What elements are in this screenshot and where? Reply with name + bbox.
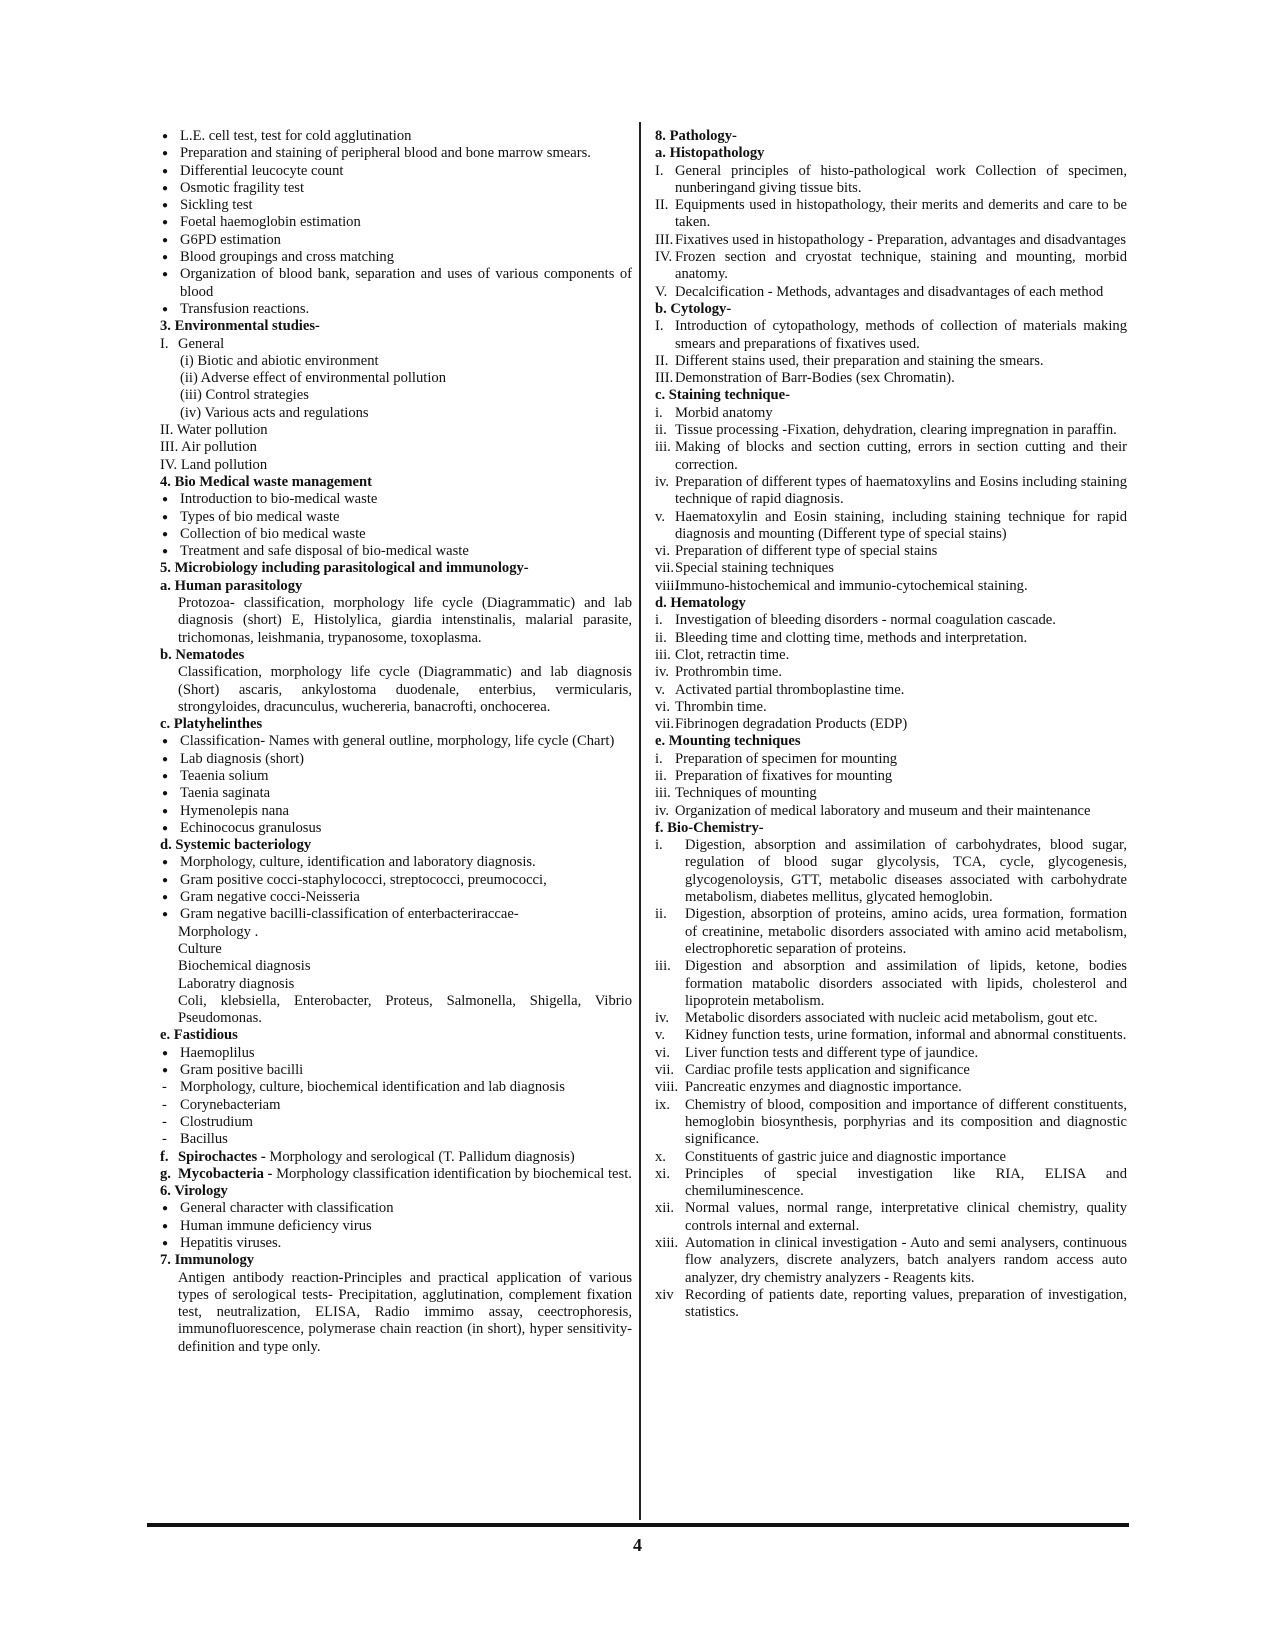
list-item-text: Taenia saginata bbox=[180, 785, 271, 802]
list-item: (iii) Control strategies bbox=[180, 387, 309, 404]
list-marker: ii. bbox=[655, 906, 667, 923]
list-item-text: Thrombin time. bbox=[675, 698, 767, 715]
list-item bbox=[655, 578, 1127, 595]
list-item-text: G6PD estimation bbox=[180, 231, 281, 248]
list-item-text: Introduction to bio-medical waste bbox=[180, 491, 378, 508]
list-item-text: Making of blocks and section cutting, errors in section cutting and their correction. bbox=[675, 439, 1127, 473]
bullet-icon: ● bbox=[162, 546, 169, 558]
immunology-text: Antigen antibody reaction-Principles and practical application of various types of serological tests- Precipitation, agglutination, complement fixation test, neutralization, ELISA, Radio immimo assay, ceectrophoresis, immunofluorescence, polymerase chain reaction (in short), hyper sensitivity- definition and type only. bbox=[178, 1269, 632, 1355]
subsection-heading-staining: c. Staining technique- bbox=[655, 387, 791, 404]
list-item-text: Fixatives used in histopathology - Preparation, advantages and disadvantages bbox=[675, 231, 1127, 248]
list-item-text: Equipments used in histopathology, their merits and demerits and care to be taken. bbox=[675, 197, 1127, 231]
subsection-heading-histopathology: a. Histopathology bbox=[655, 145, 765, 162]
mycobacteria-text: Morphology classification identification by biochemical test. bbox=[276, 1165, 632, 1182]
list-item-text: Osmotic fragility test bbox=[180, 179, 305, 196]
list-item-text: Prothrombin time. bbox=[675, 664, 783, 681]
list-item bbox=[655, 1062, 1127, 1079]
list-item bbox=[655, 1010, 1127, 1027]
mounting-list bbox=[655, 751, 1127, 820]
list-item bbox=[160, 266, 632, 301]
dash-marker: - bbox=[162, 1131, 167, 1148]
list-item-text: Activated partial thromboplastine time. bbox=[675, 681, 905, 698]
list-marker: ii. bbox=[655, 767, 667, 784]
list-item-text: Haematoxylin and Eosin staining, including staining technique for rapid diagnosis and mounting (Different type of special stains) bbox=[675, 508, 1127, 542]
list-marker: iii. bbox=[655, 958, 671, 975]
list-item bbox=[655, 751, 1127, 768]
list-item bbox=[655, 1027, 1127, 1044]
list-item-text: Morphology, culture, biochemical identification and lab diagnosis bbox=[180, 1079, 565, 1096]
list-item bbox=[160, 1200, 632, 1217]
bullet-icon: ● bbox=[162, 148, 169, 160]
list-item-text: Demonstration of Barr-Bodies (sex Chromatin). bbox=[675, 370, 955, 387]
bullet-icon: ● bbox=[162, 1047, 169, 1059]
list-item: III. Air pollution bbox=[160, 439, 257, 456]
parasitology-text: Protozoa- classification, morphology life cycle (Diagrammatic) and lab diagnosis (short) E, Histolylica, giardia intenstinalis, malarial parasite, trichomonas, leishmania, trypanosome, toxoplasma. bbox=[178, 595, 632, 646]
list-item-text: Clostrudium bbox=[180, 1113, 253, 1130]
list-item bbox=[655, 785, 1127, 802]
bullet-icon: ● bbox=[162, 736, 169, 748]
spirochaetes-item bbox=[160, 1149, 632, 1166]
list-item bbox=[160, 820, 632, 837]
list-marker: III. bbox=[655, 370, 674, 387]
env-general-item bbox=[160, 336, 632, 353]
list-item bbox=[655, 803, 1127, 820]
bullet-icon: ● bbox=[162, 1220, 169, 1232]
list-item-text: Preparation of different type of special stains bbox=[675, 543, 938, 560]
list-item bbox=[160, 491, 632, 508]
section-heading-pathology: 8. Pathology- bbox=[655, 128, 737, 144]
list-item: Culture bbox=[178, 940, 222, 957]
list-marker: xiii. bbox=[655, 1235, 679, 1251]
list-item bbox=[160, 232, 632, 249]
list-item-text: Liver function tests and different type of jaundice. bbox=[685, 1044, 979, 1061]
column-divider bbox=[639, 122, 641, 1520]
list-item bbox=[160, 145, 632, 162]
bullet-icon: ● bbox=[162, 252, 169, 264]
list-item bbox=[160, 1079, 632, 1096]
list-item-text: Blood groupings and cross matching bbox=[180, 249, 395, 266]
list-item-text: Preparation of fixatives for mounting bbox=[675, 767, 893, 784]
list-item-text: Investigation of bleeding disorders - normal coagulation cascade. bbox=[675, 612, 1056, 629]
list-marker: ii. bbox=[655, 629, 667, 646]
list-marker: I. bbox=[655, 318, 664, 335]
list-marker: iv. bbox=[655, 802, 670, 819]
bullet-icon: ● bbox=[162, 511, 169, 523]
bullet-icon: ● bbox=[162, 200, 169, 212]
bullet-icon: ● bbox=[162, 182, 169, 194]
page-number: 4 bbox=[633, 1535, 642, 1555]
bullet-icon: ● bbox=[162, 1238, 169, 1249]
list-marker: xiv bbox=[655, 1286, 674, 1303]
list-item bbox=[160, 1235, 632, 1252]
list-marker: vii. bbox=[655, 1062, 675, 1079]
fastidious-list bbox=[160, 1045, 632, 1080]
list-item bbox=[655, 837, 1127, 906]
list-item bbox=[655, 439, 1127, 474]
list-item bbox=[160, 526, 632, 543]
list-item bbox=[160, 889, 632, 906]
list-item: Coli, klebsiella, Enterobacter, Proteus, Salmonella, Shigella, Vibrio Pseudomonas. bbox=[178, 992, 632, 1027]
list-item bbox=[655, 1200, 1127, 1235]
list-item bbox=[160, 1218, 632, 1235]
fastidious-dash-list bbox=[160, 1079, 632, 1148]
list-item-text: Digestion, absorption and assimilation of carbohydrates, blood sugar, regulation of blood sugar glycolysis, TCA, cycle, glycogenesis, glycogenoloysis, GTT, metabolic diseases associated with carbohydrate metabolism, diabetes mellitus, glycated hemoglobin. bbox=[685, 837, 1127, 906]
subsection-heading-fastidious: e. Fastidious bbox=[160, 1027, 238, 1044]
list-item bbox=[655, 699, 1127, 716]
spirochaetes-text: Morphology and serological (T. Pallidum diagnosis) bbox=[269, 1148, 575, 1165]
mycobacteria-label: Mycobacteria - bbox=[178, 1165, 273, 1182]
list-marker: viii. bbox=[655, 577, 679, 594]
left-column bbox=[160, 128, 632, 1356]
list-item bbox=[160, 543, 632, 560]
list-item-text: L.E. cell test, test for cold agglutination bbox=[180, 128, 412, 144]
list-item bbox=[655, 232, 1127, 249]
list-item-text: Kidney function tests, urine formation, informal and abnormal constituents. bbox=[685, 1027, 1127, 1044]
list-marker: viii. bbox=[655, 1079, 679, 1096]
cytology-list bbox=[655, 318, 1127, 387]
list-item-text: Morphology, culture, identification and laboratory diagnosis. bbox=[180, 854, 536, 871]
list-item-text: Normal values, normal range, interpretative clinical chemistry, quality controls internal and external. bbox=[685, 1200, 1127, 1234]
list-marker: vii. bbox=[655, 716, 675, 733]
list-item bbox=[655, 353, 1127, 370]
bullet-icon: ● bbox=[162, 217, 169, 229]
list-item bbox=[160, 128, 632, 145]
mycobacteria-text-wrap bbox=[178, 1166, 632, 1183]
list-item-text: Teaenia solium bbox=[180, 767, 269, 784]
list-marker: i. bbox=[655, 612, 663, 629]
list-item-text: Organization of blood bank, separation and uses of various components of blood bbox=[180, 266, 632, 300]
list-item bbox=[655, 1166, 1127, 1201]
list-item-text: Foetal haemoglobin estimation bbox=[180, 214, 361, 231]
list-item bbox=[655, 249, 1127, 284]
list-item-text: Fibrinogen degradation Products (EDP) bbox=[675, 716, 908, 733]
list-item-text: Sickling test bbox=[180, 197, 253, 214]
bullet-icon: ● bbox=[162, 131, 169, 142]
bullet-icon: ● bbox=[162, 165, 169, 177]
list-marker: v. bbox=[655, 1027, 665, 1044]
list-item-text: Techniques of mounting bbox=[675, 785, 817, 802]
list-item bbox=[160, 301, 632, 318]
list-item-text: Introduction of cytopathology, methods of collection of materials making smears and preparations of fixatives used. bbox=[675, 318, 1127, 352]
list-item bbox=[655, 768, 1127, 785]
subsection-heading-bacteriology: d. Systemic bacteriology bbox=[160, 837, 312, 854]
list-item-text: Metabolic disorders associated with nucleic acid metabolism, gout etc. bbox=[685, 1010, 1098, 1027]
list-item-text: Preparation of specimen for mounting bbox=[675, 750, 898, 767]
list-item-text: Gram negative cocci-Neisseria bbox=[180, 889, 360, 906]
list-item bbox=[160, 785, 632, 802]
list-item bbox=[655, 647, 1127, 664]
list-item-text: Hymenolepis nana bbox=[180, 802, 290, 819]
list-item-text: Bleeding time and clotting time, methods and interpretation. bbox=[675, 629, 1028, 646]
list-item-text: Principles of special investigation like RIA, ELISA and chemiluminescence. bbox=[685, 1165, 1127, 1200]
list-item-text: Automation in clinical investigation - Auto and semi analysers, continuous flow analyzers, discrete analyzers, batch analyers random access auto analyzer, dry chemistry analyzers - Reagents kits. bbox=[685, 1235, 1127, 1286]
bullet-icon: ● bbox=[162, 494, 169, 506]
list-marker: i. bbox=[655, 837, 663, 854]
bacteriology-list bbox=[160, 854, 632, 923]
subsection-heading-hematology: d. Hematology bbox=[655, 595, 746, 612]
list-item bbox=[160, 1131, 632, 1148]
subsection-heading-mounting: e. Mounting techniques bbox=[655, 733, 801, 750]
list-item-text: Clot, retractin time. bbox=[675, 646, 790, 663]
bullet-icon: ● bbox=[162, 770, 169, 782]
list-item bbox=[160, 1097, 632, 1114]
list-item-text: Treatment and safe disposal of bio-medical waste bbox=[180, 543, 469, 560]
spirochaetes-label: Spirochactes - bbox=[178, 1148, 266, 1165]
list-item bbox=[160, 872, 632, 889]
list-marker: xii. bbox=[655, 1200, 675, 1217]
bullet-icon: ● bbox=[162, 1065, 169, 1077]
list-item bbox=[655, 664, 1127, 681]
list-marker: I. bbox=[655, 162, 664, 179]
list-item-text: General principles of histo-pathological work Collection of specimen, nunberingand giving tissue bits. bbox=[675, 162, 1127, 196]
list-item-text: Human immune deficiency virus bbox=[180, 1217, 372, 1234]
env-general-label: General bbox=[178, 335, 225, 352]
list-item bbox=[655, 370, 1127, 387]
list-item: IV. Land pollution bbox=[160, 456, 268, 473]
list-item bbox=[655, 509, 1127, 544]
list-marker: iv. bbox=[655, 1010, 670, 1027]
section-heading-microbiology: 5. Microbiology including parasitological and immunology- bbox=[160, 560, 529, 577]
list-item: (ii) Adverse effect of environmental pollution bbox=[180, 370, 446, 387]
section-heading-immunology: 7. Immunology bbox=[160, 1252, 255, 1269]
list-item-text: Organization of medical laboratory and museum and their maintenance bbox=[675, 802, 1091, 819]
bullet-icon: ● bbox=[162, 892, 169, 904]
list-item-text: Haemoplilus bbox=[180, 1044, 255, 1061]
right-column bbox=[655, 128, 1127, 1321]
list-marker: ii. bbox=[655, 422, 667, 439]
list-item bbox=[655, 1079, 1127, 1096]
list-item-text: Morbid anatomy bbox=[675, 404, 773, 421]
list-marker: xi. bbox=[655, 1165, 670, 1182]
mycobacteria-item bbox=[160, 1166, 632, 1183]
list-marker: i. bbox=[655, 750, 663, 767]
list-item-text: Bacillus bbox=[180, 1131, 228, 1148]
bullet-icon: ● bbox=[162, 269, 169, 281]
list-marker: i. bbox=[655, 404, 663, 421]
section-heading-bmw: 4. Bio Medical waste management bbox=[160, 473, 372, 490]
histopathology-list bbox=[655, 163, 1127, 301]
list-item-text: Recording of patients date, reporting values, preparation of investigation, statistics. bbox=[685, 1286, 1127, 1321]
list-item-text: General character with classification bbox=[180, 1200, 394, 1217]
list-item bbox=[655, 906, 1127, 958]
list-item-text: Chemistry of blood, composition and importance of different constituents, hemoglobin biosynthesis, porphyrias and its composition and diagnostic significance. bbox=[685, 1096, 1127, 1148]
list-item bbox=[160, 197, 632, 214]
list-item-text: Types of bio medical waste bbox=[180, 508, 340, 525]
bacteriology-sub-lines bbox=[160, 924, 632, 1028]
bullet-icon: ● bbox=[162, 874, 169, 886]
list-item-text: Hepatitis viruses. bbox=[180, 1235, 282, 1251]
list-item-text: Collection of bio medical waste bbox=[180, 525, 366, 542]
list-item-text: Digestion and absorption and assimilation of lipids, ketone, bodies formation matabolic disorders associated with lipids, cholesterol and lipoprotein metabolism. bbox=[685, 958, 1127, 1009]
dash-marker: - bbox=[162, 1096, 167, 1113]
list-item-text: Gram positive cocci-staphylococci, streptococci, preumococci, bbox=[180, 871, 547, 888]
subsection-heading-parasitology: a. Human parasitology bbox=[160, 577, 303, 594]
list-item bbox=[160, 768, 632, 785]
list-item bbox=[160, 751, 632, 768]
list-item bbox=[655, 284, 1127, 301]
list-marker: IV. bbox=[655, 249, 673, 266]
staining-list bbox=[655, 405, 1127, 595]
bullet-icon: ● bbox=[162, 805, 169, 817]
list-item bbox=[655, 630, 1127, 647]
list-item bbox=[160, 906, 632, 923]
list-marker: x. bbox=[655, 1148, 666, 1165]
list-item bbox=[655, 1045, 1127, 1062]
list-item-text: Digestion, absorption of proteins, amino acids, urea formation, formation of creatinine, metabolic disorders associated with amino acid metabolism, electrophoretic separation of proteins. bbox=[685, 906, 1127, 957]
list-item bbox=[160, 509, 632, 526]
list-item-text: Different stains used, their preparation and staining the smears. bbox=[675, 352, 1044, 369]
list-item bbox=[160, 180, 632, 197]
list-item-text: Gram negative bacilli-classification of enterbacteriraccae- bbox=[180, 906, 519, 923]
bmw-list bbox=[160, 491, 632, 560]
biochemistry-list bbox=[655, 837, 1127, 1321]
letter-marker: f. bbox=[160, 1148, 169, 1165]
list-item: Laboratry diagnosis bbox=[178, 975, 295, 992]
list-item-text: Corynebacteriam bbox=[180, 1096, 281, 1113]
list-item bbox=[655, 1149, 1127, 1166]
list-marker: v. bbox=[655, 508, 665, 525]
bullet-icon: ● bbox=[162, 234, 169, 246]
list-item bbox=[160, 1062, 632, 1079]
list-item bbox=[655, 560, 1127, 577]
list-marker: III. bbox=[655, 231, 674, 248]
list-marker: vi. bbox=[655, 543, 670, 560]
list-marker: iv. bbox=[655, 473, 670, 490]
list-item: II. Water pollution bbox=[160, 422, 268, 439]
list-item bbox=[655, 474, 1127, 509]
bullet-icon: ● bbox=[162, 303, 169, 315]
bullet-icon: ● bbox=[162, 909, 169, 921]
list-item-text: Lab diagnosis (short) bbox=[180, 750, 305, 767]
list-marker: V. bbox=[655, 283, 668, 300]
list-item bbox=[655, 1097, 1127, 1149]
list-item-text: Preparation of different types of haematoxylins and Eosins including staining technique of rapid diagnosis. bbox=[675, 473, 1127, 508]
list-item bbox=[655, 682, 1127, 699]
list-item bbox=[160, 1114, 632, 1131]
list-marker: vi. bbox=[655, 1044, 670, 1061]
bullet-icon: ● bbox=[162, 822, 169, 834]
list-item: Morphology . bbox=[178, 923, 259, 940]
list-item-text: Tissue processing -Fixation, dehydration, clearing impregnation in paraffin. bbox=[675, 422, 1117, 439]
bullet-icon: ● bbox=[162, 528, 169, 540]
list-item bbox=[160, 214, 632, 231]
hematology-list bbox=[655, 612, 1127, 733]
list-item bbox=[655, 716, 1127, 733]
list-marker: v. bbox=[655, 681, 665, 698]
list-item bbox=[655, 197, 1127, 232]
hematology-tests-list bbox=[160, 128, 632, 318]
list-item bbox=[655, 612, 1127, 629]
subsection-heading-biochemistry: f. Bio-Chemistry- bbox=[655, 819, 764, 836]
list-item bbox=[655, 1235, 1127, 1287]
list-item bbox=[655, 1287, 1127, 1322]
list-item bbox=[655, 543, 1127, 560]
bullet-icon: ● bbox=[162, 788, 169, 800]
list-item: (iv) Various acts and regulations bbox=[180, 404, 369, 421]
list-item bbox=[160, 1045, 632, 1062]
list-item-text: Constituents of gastric juice and diagnostic importance bbox=[685, 1148, 1006, 1165]
subsection-heading-platyhelinthes: c. Platyhelinthes bbox=[160, 716, 263, 733]
list-item-text: Pancreatic enzymes and diagnostic importance. bbox=[685, 1079, 962, 1096]
list-item-text: Preparation and staining of peripheral blood and bone marrow smears. bbox=[180, 145, 591, 162]
list-marker: vii. bbox=[655, 560, 675, 577]
bullet-icon: ● bbox=[162, 857, 169, 869]
list-item-text: Special staining techniques bbox=[675, 560, 834, 577]
list-item-text: Transfusion reactions. bbox=[180, 300, 310, 317]
list-marker: ix. bbox=[655, 1096, 670, 1113]
list-marker: iv. bbox=[655, 664, 670, 681]
list-item bbox=[655, 318, 1127, 353]
list-item bbox=[160, 854, 632, 871]
list-marker: II. bbox=[655, 197, 669, 214]
list-item bbox=[160, 163, 632, 180]
list-item: (i) Biotic and abiotic environment bbox=[180, 352, 379, 369]
dash-marker: - bbox=[162, 1113, 167, 1130]
list-item bbox=[160, 249, 632, 266]
list-item-text: Immuno-histochemical and immunio-cytochemical staining. bbox=[675, 577, 1028, 594]
letter-marker: g. bbox=[160, 1165, 171, 1182]
list-item bbox=[655, 422, 1127, 439]
bullet-icon: ● bbox=[162, 753, 169, 765]
subsection-heading-cytology: b. Cytology- bbox=[655, 300, 732, 317]
list-marker: iii. bbox=[655, 439, 671, 456]
dash-marker: - bbox=[162, 1079, 167, 1096]
nematodes-text: Classification, morphology life cycle (Diagrammatic) and lab diagnosis (Short) ascaris, ankylostoma duodenale, enterbius, vermicularis, strongyloides, dracunculus, wuchereria, banacrofti, onchocerea. bbox=[178, 664, 632, 715]
list-item-text: Classification- Names with general outline, morphology, life cycle (Chart) bbox=[180, 733, 615, 750]
list-marker: II. bbox=[655, 352, 669, 369]
list-item-text: Gram positive bacilli bbox=[180, 1062, 304, 1079]
section-heading-environmental: 3. Environmental studies- bbox=[160, 318, 320, 335]
list-item bbox=[160, 803, 632, 820]
list-marker: vi. bbox=[655, 698, 670, 715]
footer-rule bbox=[147, 1523, 1129, 1527]
roman-marker: I. bbox=[160, 335, 169, 352]
subsection-heading-nematodes: b. Nematodes bbox=[160, 646, 245, 663]
list-item-text: Cardiac profile tests application and significance bbox=[685, 1062, 970, 1079]
list-item bbox=[655, 405, 1127, 422]
list-item-text: Differential leucocyte count bbox=[180, 162, 344, 179]
list-item bbox=[655, 163, 1127, 198]
bullet-icon: ● bbox=[162, 1203, 169, 1215]
section-heading-virology: 6. Virology bbox=[160, 1183, 228, 1200]
env-pollution-items bbox=[160, 422, 632, 474]
list-item: Biochemical diagnosis bbox=[178, 958, 311, 975]
list-item-text: Echinococus granulosus bbox=[180, 819, 322, 836]
spirochaetes-text-wrap bbox=[178, 1149, 632, 1166]
env-general-subitems bbox=[160, 353, 632, 422]
list-item-text: Frozen section and cryostat technique, staining and mounting, morbid anatomy. bbox=[675, 249, 1127, 283]
platyhelinthes-list bbox=[160, 733, 632, 837]
list-item bbox=[160, 733, 632, 750]
list-marker: iii. bbox=[655, 646, 671, 663]
virology-list bbox=[160, 1200, 632, 1252]
list-item bbox=[655, 958, 1127, 1010]
list-item-text: Decalcification - Methods, advantages and disadvantages of each method bbox=[675, 283, 1104, 300]
list-marker: iii. bbox=[655, 785, 671, 802]
